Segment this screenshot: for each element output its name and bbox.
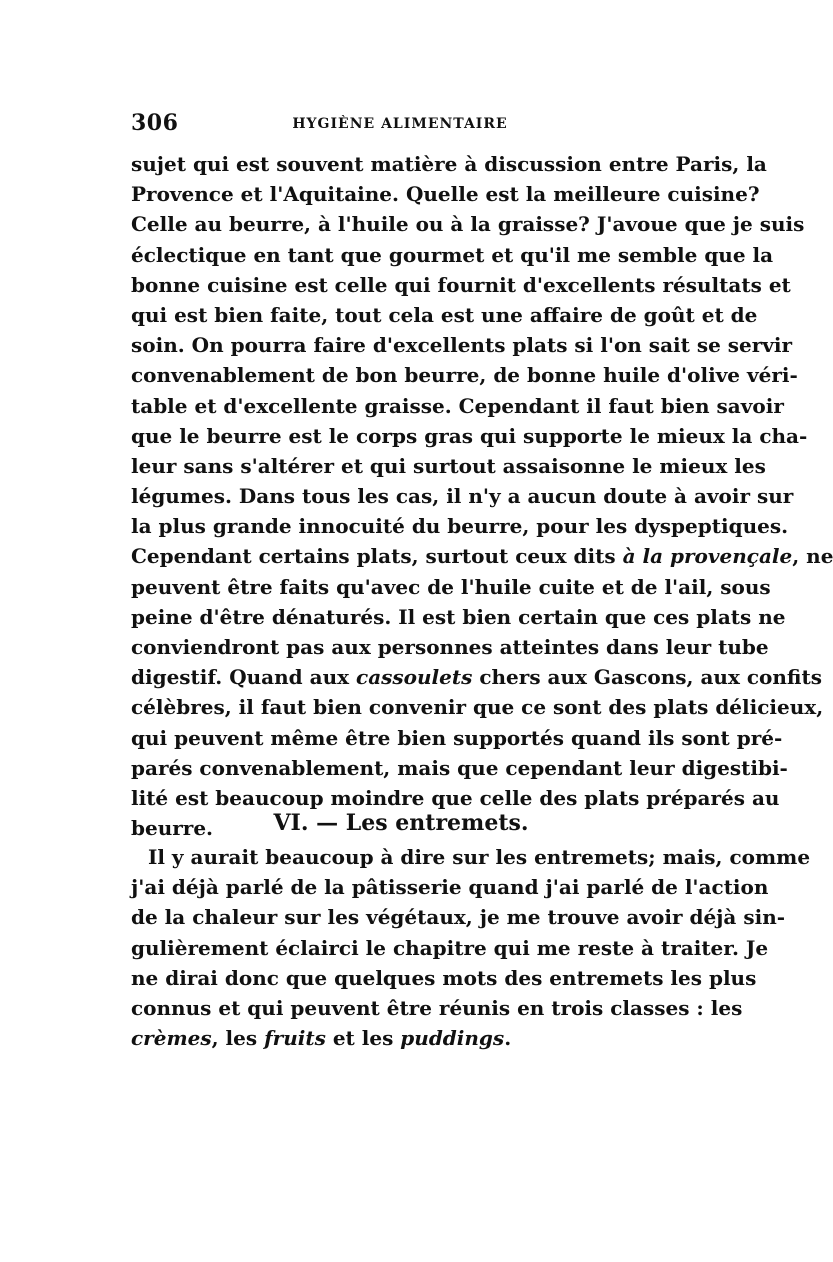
text-line: célèbres, il faut bien convenir que ce sont des plats délicieux, bbox=[131, 695, 824, 720]
text-line: beurre. bbox=[131, 816, 214, 841]
page-number: 306 bbox=[131, 110, 179, 136]
text-line: gulièrement éclairci le chapitre qui me reste à traiter. Je bbox=[131, 935, 769, 960]
text-line: Il y aurait beaucoup à dire sur les entremets; mais, comme bbox=[148, 845, 811, 869]
text-line bbox=[131, 662, 822, 692]
text-line: éclectique en tant que gourmet et qu'il me semble que la bbox=[131, 242, 774, 267]
page-header bbox=[131, 110, 669, 140]
text-line: ne dirai donc que quelques mots des entremets les plus bbox=[131, 965, 757, 990]
text-line: Provence et l'Aquitaine. Quelle est la meilleure cuisine? bbox=[131, 182, 760, 207]
text-line: convenablement de bon beurre, de bonne huile d'olive véri- bbox=[131, 363, 798, 388]
paragraph-2 bbox=[131, 842, 811, 1053]
text-line: leur sans s'altérer et qui surtout assaisonne le mieux les bbox=[131, 453, 766, 478]
text-line: conviendront pas aux personnes atteintes dans leur tube bbox=[131, 635, 769, 659]
text-segment: Cependant certains plats, surtout ceux dits bbox=[131, 544, 616, 569]
text-line: lité est beaucoup moindre que celle des plats préparés au bbox=[131, 785, 780, 810]
text-line: qui est bien faite, tout cela est une affaire de goût et de bbox=[131, 302, 758, 327]
text-segment: , les bbox=[211, 1026, 265, 1051]
text-line: soin. On pourra faire d'excellents plats si l'on sait se servir bbox=[131, 333, 793, 358]
text-line: connus et qui peuvent être réunis en trois classes : les bbox=[131, 995, 743, 1020]
italic-term: cassoulets bbox=[356, 665, 473, 690]
text-line: peuvent être faits qu'avec de l'huile cuite et de l'ail, sous bbox=[131, 574, 771, 599]
text-line: bonne cuisine est celle qui fournit d'excellents résultats et bbox=[131, 272, 791, 297]
text-line: sujet qui est souvent matière à discussion entre Paris, la bbox=[131, 152, 767, 176]
text-line bbox=[131, 1023, 671, 1053]
text-line: table et d'excellente graisse. Cependant il faut bien savoir bbox=[131, 393, 784, 418]
text-segment: et les bbox=[325, 1026, 401, 1051]
text-line: peine d'être dénaturés. Il est bien certain que ces plats ne bbox=[131, 604, 786, 629]
italic-term: crèmes bbox=[131, 1026, 212, 1051]
text-line: Celle au beurre, à l'huile ou à la graisse? J'avoue que je suis bbox=[131, 212, 805, 237]
text-segment: digestif. Quand aux bbox=[131, 665, 350, 690]
text-segment: chers aux Gascons, aux confits bbox=[472, 665, 822, 690]
text-segment: . bbox=[504, 1026, 512, 1051]
text-line: j'ai déjà parlé de la pâtisserie quand j'ai parlé de l'action bbox=[131, 875, 769, 900]
italic-term: fruits bbox=[264, 1026, 326, 1051]
text-line: légumes. Dans tous les cas, il n'y a aucun doute à avoir sur bbox=[131, 484, 794, 509]
text-line bbox=[131, 541, 833, 571]
italic-term: à la provençale bbox=[622, 544, 793, 569]
section-heading: VI. — Les entremets. bbox=[273, 810, 529, 836]
paragraph-1 bbox=[131, 149, 833, 843]
running-title: HYGIÈNE ALIMENTAIRE bbox=[292, 116, 508, 132]
italic-term: puddings bbox=[400, 1026, 505, 1051]
text-line: qui peuvent même être bien supportés quand ils sont pré- bbox=[131, 725, 783, 750]
text-line: la plus grande innocuité du beurre, pour les dyspeptiques. bbox=[131, 514, 789, 539]
text-line: de la chaleur sur les végétaux, je me trouve avoir déjà sin- bbox=[131, 905, 786, 930]
text-segment: , ne bbox=[792, 544, 833, 569]
text-line: parés convenablement, mais que cependant leur digestibi- bbox=[131, 755, 788, 780]
text-line: que le beurre est le corps gras qui supporte le mieux la cha- bbox=[131, 423, 808, 448]
